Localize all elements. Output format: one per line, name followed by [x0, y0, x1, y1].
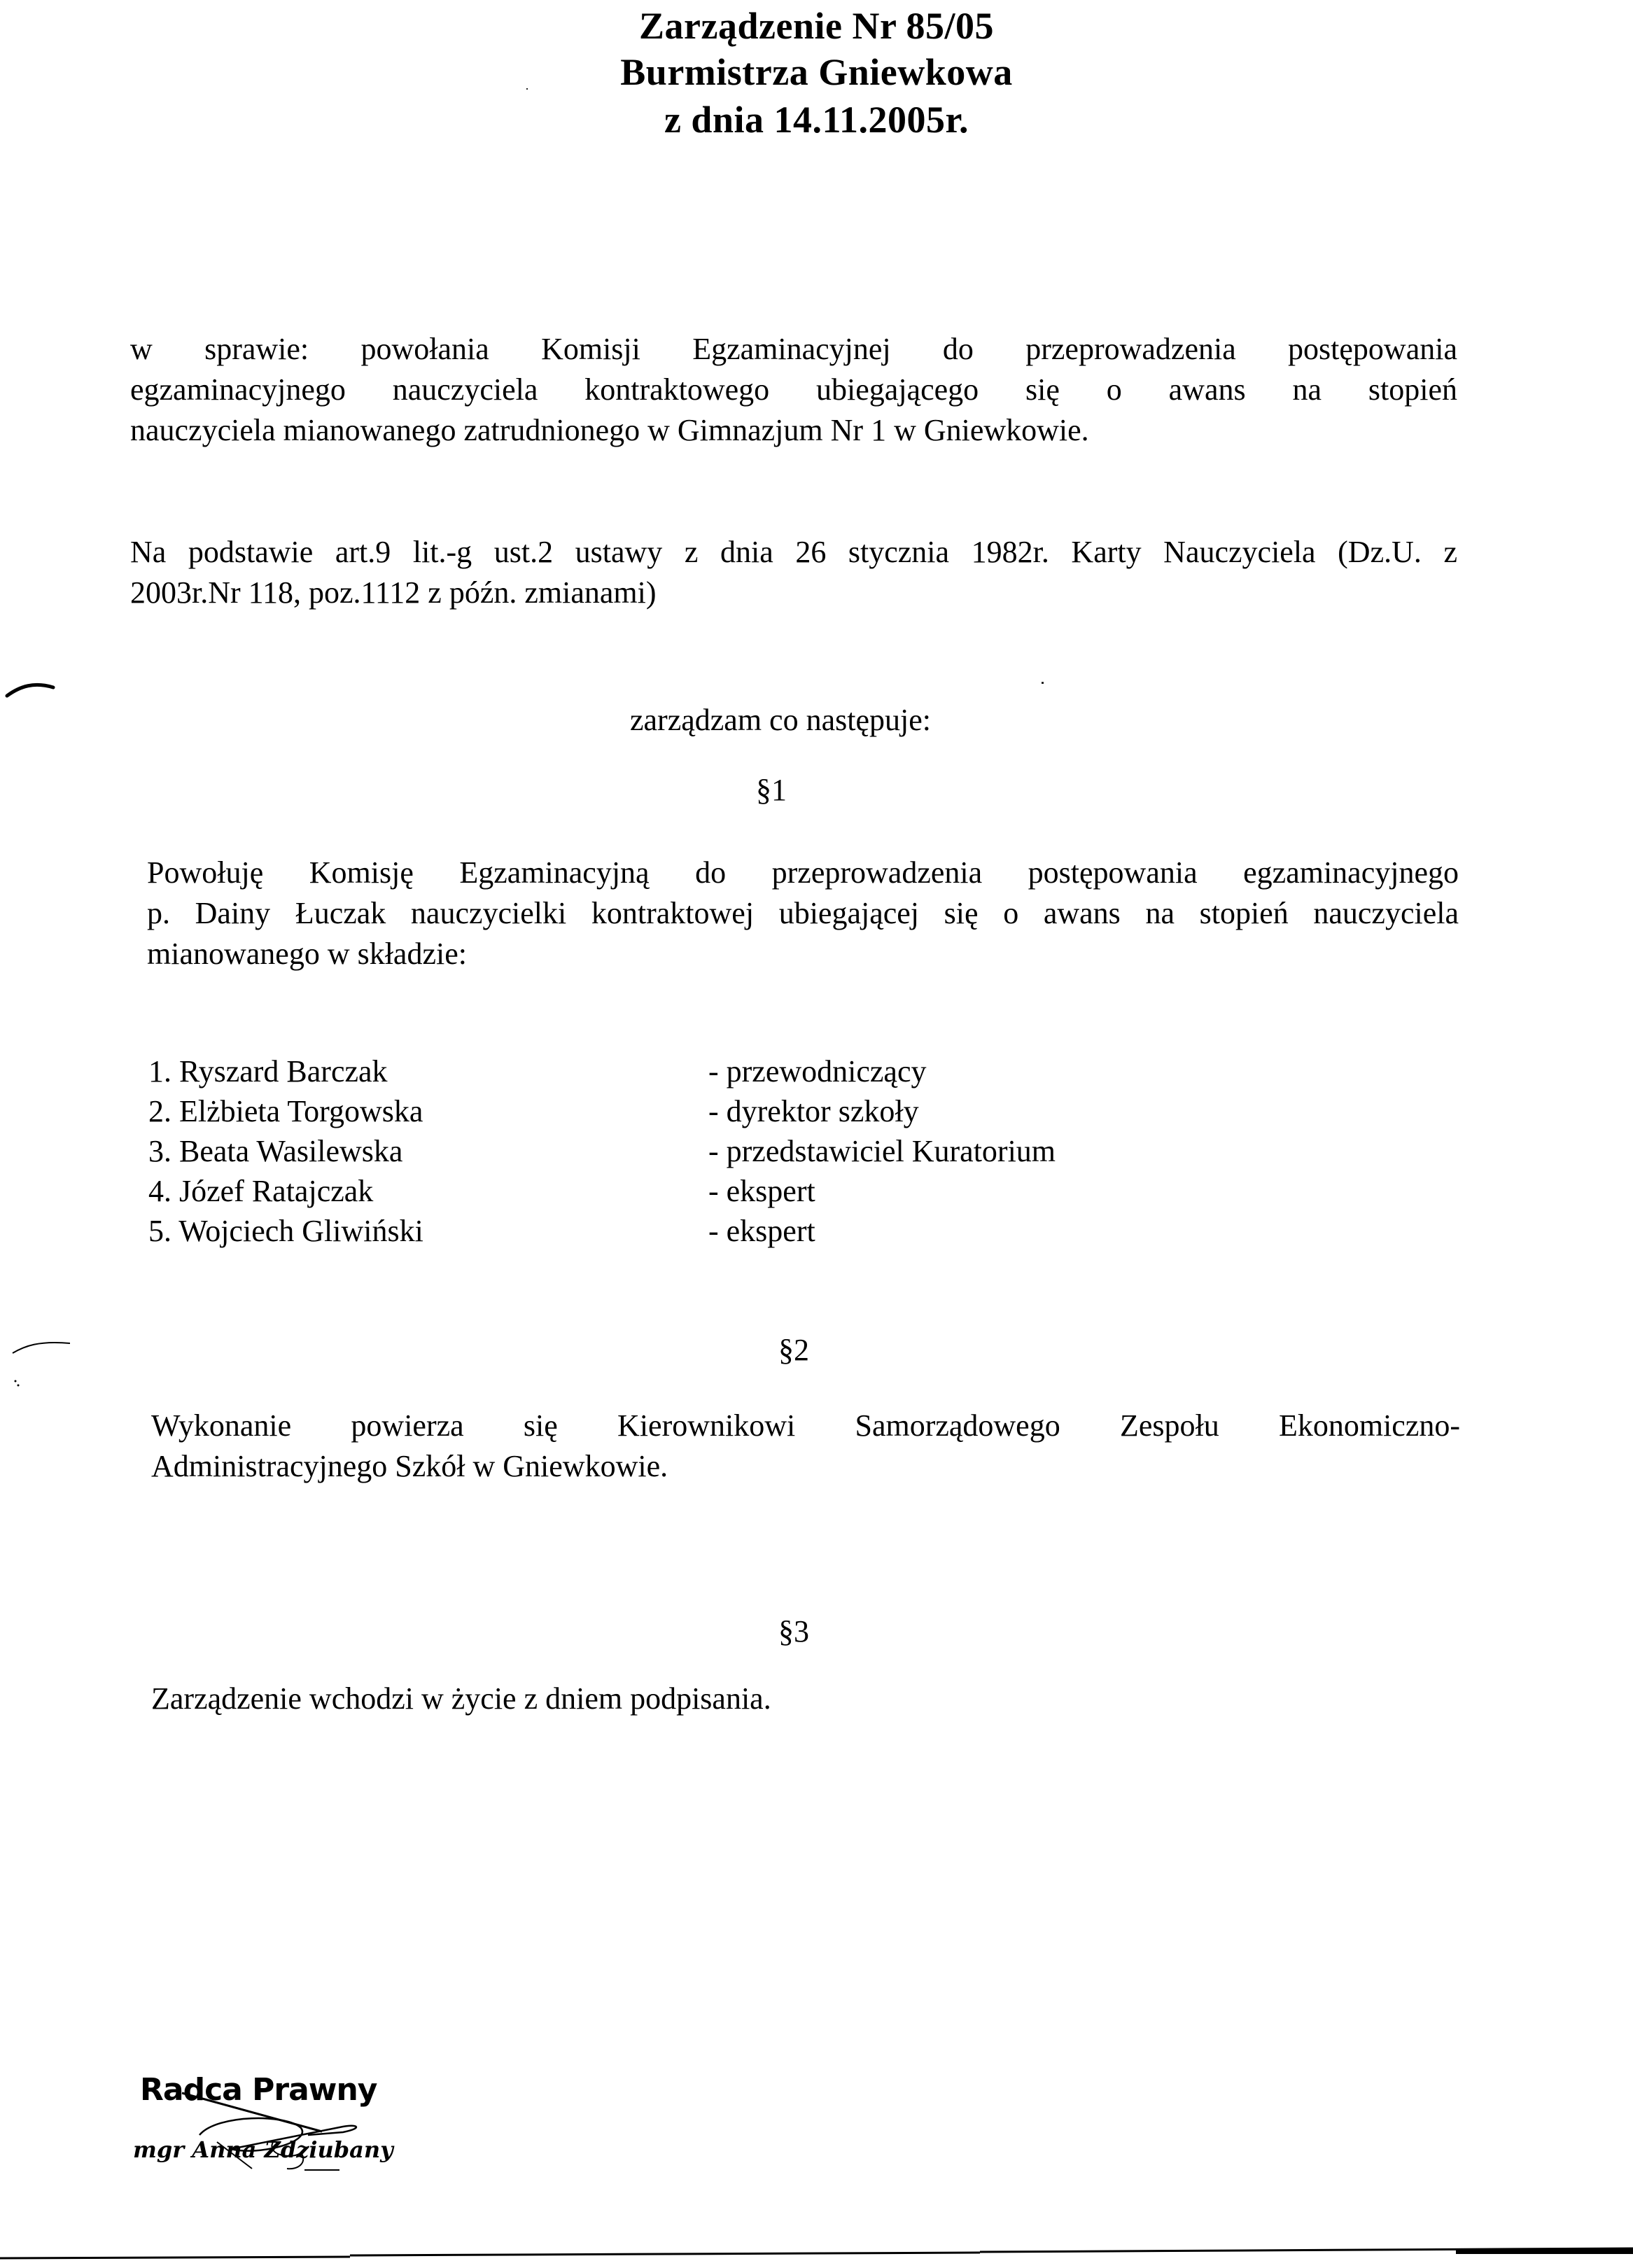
bottom-scan-line: [0, 2205, 1633, 2268]
section-2-line: Wykonanie powierza się Kierownikowi Samorządowego Zespołu Ekonomiczno-: [151, 1408, 1460, 1443]
committee-member-row: [148, 1211, 1198, 1251]
committee-member-row: [148, 1091, 1198, 1131]
scan-dot: [1042, 682, 1044, 684]
margin-mark-icon: [7, 1334, 70, 1396]
section-3-line: Zarządzenie wchodzi w życie z dniem podpisania.: [151, 1681, 771, 1716]
member-role: - ekspert: [708, 1214, 815, 1248]
member-name: 2. Elżbieta Torgowska: [148, 1094, 423, 1128]
section-2-symbol: §2: [778, 1333, 809, 1367]
member-role: - ekspert: [708, 1174, 815, 1208]
legal-basis-paragraph: [130, 532, 1457, 613]
committee-members-list: [148, 1051, 1198, 1251]
section-3-symbol: §3: [778, 1614, 809, 1648]
section-1-line: p. Dainy Łuczak nauczycielki kontraktowej ubiegającej się o awans na stopień nauczyciela: [147, 896, 1459, 930]
member-name: 5. Wojciech Gliwiński: [148, 1214, 423, 1248]
section-1-paragraph: [147, 853, 1459, 974]
section-3-paragraph: [151, 1679, 1131, 1719]
section-1-symbol: §1: [756, 773, 787, 807]
decree-phrase: zarządzam co następuje:: [630, 703, 931, 737]
member-name: 4. Józef Ratajczak: [148, 1174, 374, 1208]
legal-advisor-stamp: [133, 2065, 497, 2177]
subject-line: egzaminacyjnego nauczyciela kontraktowego ubiegającego się o awans na stopień: [130, 372, 1457, 407]
member-name: 1. Ryszard Barczak: [148, 1054, 388, 1088]
section-2-line: Administracyjnego Szkół w Gniewkowie.: [151, 1449, 668, 1483]
margin-mark-icon: [3, 672, 59, 700]
scan-dot: [526, 88, 528, 90]
subject-line: nauczyciela mianowanego zatrudnionego w Gimnazjum Nr 1 w Gniewkowie.: [130, 413, 1089, 447]
stamp-name: mgr Anna Zdziubany: [133, 2136, 393, 2163]
subject-paragraph: [130, 329, 1457, 451]
section-1-line: mianowanego w składzie:: [147, 937, 467, 971]
member-role: - przedstawiciel Kuratorium: [708, 1134, 1056, 1168]
section-2-paragraph: [151, 1406, 1460, 1487]
document-title: Zarządzenie Nr 85/05: [639, 5, 994, 47]
member-role: - dyrektor szkoły: [708, 1094, 919, 1128]
subject-line: w sprawie: powołania Komisji Egzaminacyjnej do przeprowadzenia postępowania: [130, 332, 1457, 366]
legal-basis-line: Na podstawie art.9 lit.-g ust.2 ustawy z dnia 26 stycznia 1982r. Karty Nauczyciela (Dz.U. z: [130, 535, 1457, 569]
member-name: 3. Beata Wasilewska: [148, 1134, 403, 1168]
document-issuer: Burmistrza Gniewkowa: [620, 51, 1013, 93]
section-1-line: Powołuję Komisję Egzaminacyjną do przeprowadzenia postępowania egzaminacyjnego: [147, 855, 1459, 890]
stamp-title: Radca Prawny: [140, 2072, 377, 2108]
legal-basis-line: 2003r.Nr 118, poz.1112 z późn. zmianami): [130, 575, 657, 610]
committee-member-row: [148, 1171, 1198, 1211]
committee-member-row: [148, 1051, 1198, 1091]
document-date: z dnia 14.11.2005r.: [664, 99, 969, 141]
member-role: - przewodniczący: [708, 1054, 927, 1088]
committee-member-row: [148, 1131, 1198, 1171]
